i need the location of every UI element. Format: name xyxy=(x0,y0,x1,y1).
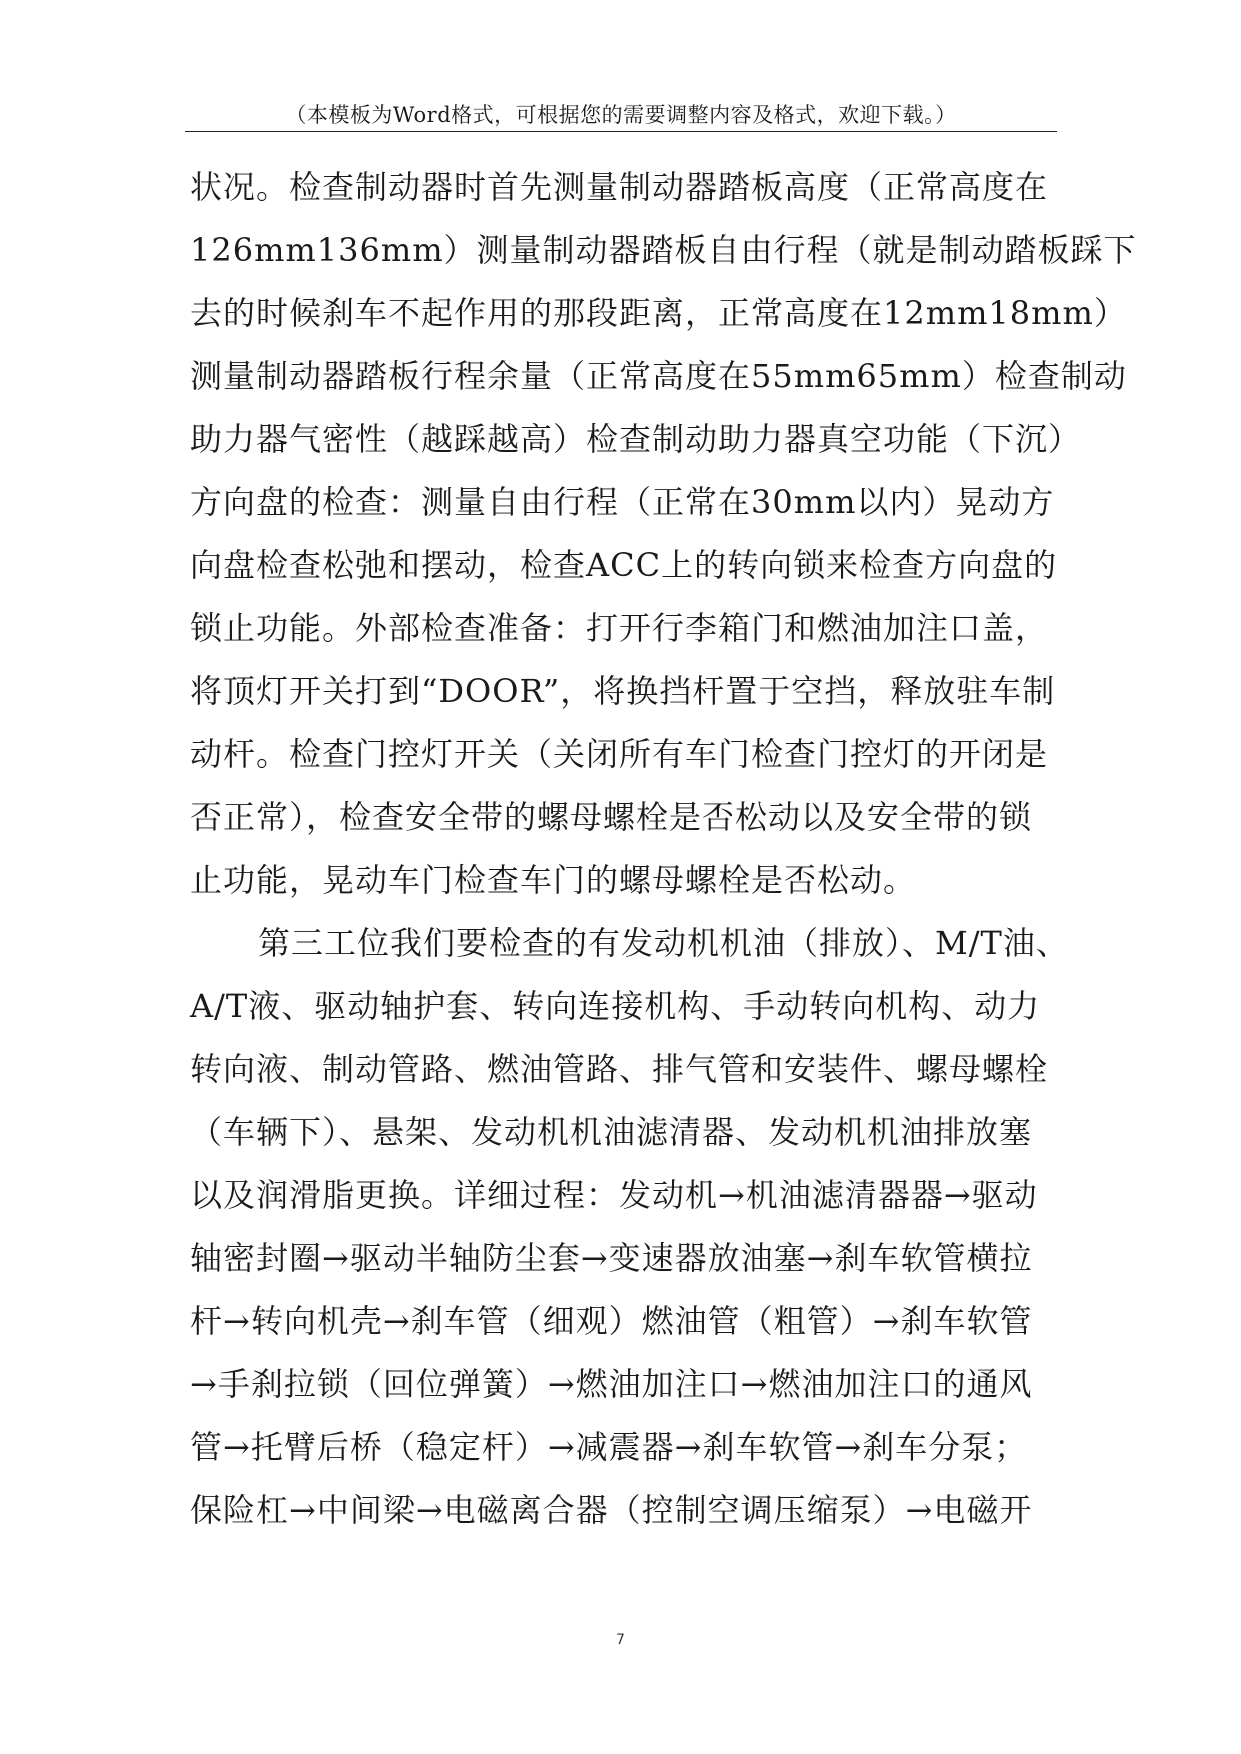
text-line: 向盘检查松弛和摆动，检查ACC上的转向锁来检查方向盘的 xyxy=(190,546,1058,584)
text-line: A/T液、驱动轴护套、转向连接机构、手动转向机构、动力 xyxy=(190,987,1041,1025)
text-line: 杆→转向机壳→刹车管（细观）燃油管（粗管）→刹车软管 xyxy=(190,1302,1033,1340)
text-line: 轴密封圈→驱动半轴防尘套→变速器放油塞→刹车软管横拉 xyxy=(190,1239,1033,1277)
text-line: 将顶灯开关打到“DOOR”，将换挡杆置于空挡，释放驻车制 xyxy=(190,672,1056,710)
text-line: →手刹拉锁（回位弹簧）→燃油加注口→燃油加注口的通风 xyxy=(190,1365,1033,1403)
text-line: 方向盘的检查：测量自由行程（正常在30mm以内）晃动方 xyxy=(190,483,1055,521)
page-number: 7 xyxy=(616,1632,625,1648)
text-line: 去的时候刹车不起作用的那段距离，正常高度在12mm18mm） xyxy=(190,294,1127,332)
text-line: 动杆。检查门控灯开关（关闭所有车门检查门控灯的开闭是 xyxy=(190,735,1049,773)
text-line: （车辆下）、悬架、发动机机油滤清器、发动机机油排放塞 xyxy=(190,1113,1033,1151)
text-line: 以及润滑脂更换。详细过程：发动机→机油滤清器器→驱动 xyxy=(190,1176,1038,1214)
text-line: 状况。检查制动器时首先测量制动器踏板高度（正常高度在 xyxy=(190,168,1049,206)
text-line: 助力器气密性（越踩越高）检查制动助力器真空功能（下沉） xyxy=(190,420,1082,458)
text-line: 否正常），检查安全带的螺母螺栓是否松动以及安全带的锁 xyxy=(190,798,1033,836)
paragraph-start-line: 第三工位我们要检查的有发动机机油（排放）、M/T油、 xyxy=(258,924,1069,962)
text-line: 转向液、制动管路、燃油管路、排气管和安装件、螺母螺栓 xyxy=(190,1050,1049,1088)
text-line: 保险杠→中间梁→电磁离合器（控制空调压缩泵）→电磁开 xyxy=(190,1491,1033,1529)
text-line: 锁止功能。外部检查准备：打开行李箱门和燃油加注口盖， xyxy=(190,609,1049,647)
text-line: 测量制动器踏板行程余量（正常高度在55mm65mm）检查制动 xyxy=(190,357,1127,395)
text-line: 126mm136mm）测量制动器踏板自由行程（就是制动踏板踩下 xyxy=(190,231,1137,269)
header-divider xyxy=(185,131,1057,132)
page-header: （本模板为Word格式，可根据您的需要调整内容及格式，欢迎下载。） xyxy=(285,103,957,127)
text-line: 止功能，晃动车门检查车门的螺母螺栓是否松动。 xyxy=(190,861,917,899)
text-line: 管→托臂后桥（稳定杆）→减震器→刹车软管→刹车分泵； xyxy=(190,1428,1028,1466)
body-text xyxy=(190,156,1137,1542)
